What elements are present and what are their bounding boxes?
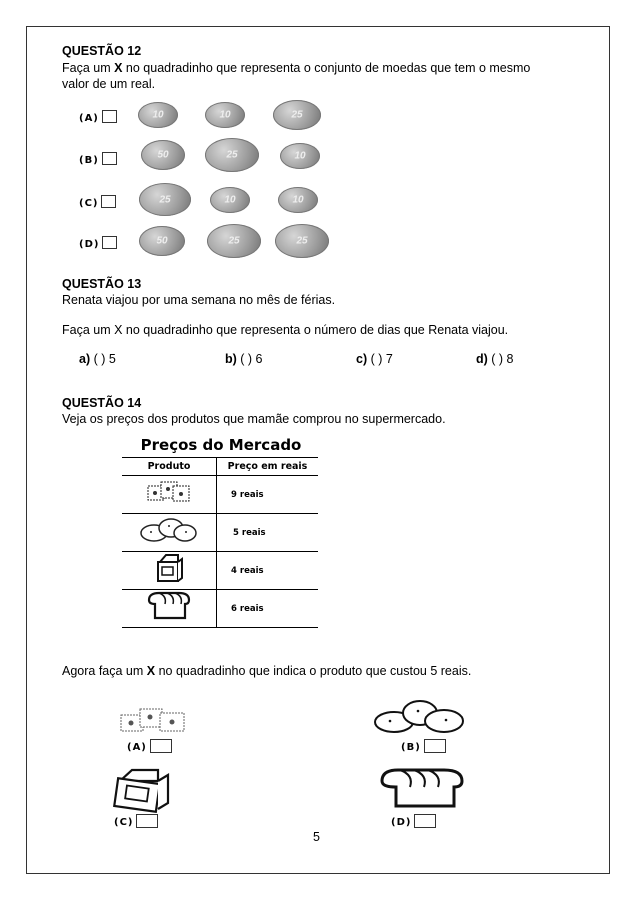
- coin-icon: 25: [139, 183, 191, 216]
- coin-icon: 10: [278, 187, 318, 213]
- q12-option-b: (B): [79, 150, 117, 168]
- q13-answer-a[interactable]: a) ( ) 5: [79, 352, 116, 366]
- milk-carton-icon: [106, 767, 176, 813]
- q13-answer-b[interactable]: b) ( ) 6: [225, 352, 263, 366]
- q14-answer-d: (D): [391, 812, 436, 830]
- potatoes-icon: [372, 696, 468, 736]
- q12-text: Faça um X no quadradinho que representa o conjunto de moedas que tem o mesmo valor de um real.: [62, 61, 531, 91]
- q13-answer-d[interactable]: d) ( ) 8: [476, 352, 514, 366]
- milk-carton-icon: [152, 552, 186, 584]
- market-price-table: [122, 436, 320, 628]
- price-cell: 9 reais: [217, 476, 319, 514]
- bread-icon: [376, 766, 468, 810]
- cheese-icon: [144, 478, 194, 506]
- price-cell: 5 reais: [217, 514, 319, 552]
- price-cell: 6 reais: [217, 590, 319, 628]
- q14-instruction: Agora faça um X no quadradinho que indica o produto que custou 5 reais.: [62, 664, 472, 678]
- coin-icon: 25: [275, 224, 329, 258]
- table-row: [122, 514, 318, 552]
- page-number: 5: [313, 830, 320, 844]
- q13-line1: Renata viajou por uma semana no mês de férias.: [62, 293, 336, 307]
- q12-option-d: (D): [79, 234, 117, 252]
- bread-icon: [145, 590, 193, 622]
- coin-icon: 25: [205, 138, 259, 172]
- table-row: [122, 476, 318, 514]
- q12-checkbox-d[interactable]: [102, 236, 117, 249]
- coin-icon: 50: [141, 140, 185, 170]
- q12-checkbox-c[interactable]: [101, 195, 116, 208]
- coin-icon: 25: [273, 100, 321, 130]
- col-header-product: Produto: [122, 458, 217, 476]
- q12-title: QUESTÃO 12: [62, 44, 142, 58]
- coin-icon: 10: [210, 187, 250, 213]
- coin-icon: 50: [139, 226, 185, 256]
- cheese-icon: [118, 705, 190, 737]
- price-cell: 4 reais: [217, 552, 319, 590]
- table-row: [122, 552, 318, 590]
- coin-icon: 10: [205, 102, 245, 128]
- price-table: [122, 457, 318, 628]
- table-row: [122, 590, 318, 628]
- q14-answer-a: (A): [127, 737, 172, 755]
- q13-title: QUESTÃO 13: [62, 277, 142, 291]
- col-header-price: Preço em reais: [217, 458, 319, 476]
- q14-answer-b: (B): [401, 737, 446, 755]
- q14-answer-c: (C): [114, 812, 158, 830]
- q14-title: QUESTÃO 14: [62, 396, 142, 410]
- q12-option-c: (C): [79, 193, 116, 211]
- q14-checkbox-d[interactable]: [414, 814, 436, 828]
- q14-checkbox-b[interactable]: [424, 739, 446, 753]
- potatoes-icon: [139, 515, 199, 545]
- coin-icon: 10: [138, 102, 178, 128]
- q13-answer-c[interactable]: c) ( ) 7: [356, 352, 393, 366]
- q13-line2: Faça um X no quadradinho que representa o número de dias que Renata viajou.: [62, 323, 509, 337]
- q12-option-a: (A): [79, 108, 117, 126]
- q14-checkbox-c[interactable]: [136, 814, 158, 828]
- coin-icon: 10: [280, 143, 320, 169]
- q12-checkbox-a[interactable]: [102, 110, 117, 123]
- q14-checkbox-a[interactable]: [150, 739, 172, 753]
- q12-checkbox-b[interactable]: [102, 152, 117, 165]
- coin-icon: 25: [207, 224, 261, 258]
- q14-line1: Veja os preços dos produtos que mamãe comprou no supermercado.: [62, 412, 446, 426]
- market-table-title: Preços do Mercado: [140, 436, 302, 454]
